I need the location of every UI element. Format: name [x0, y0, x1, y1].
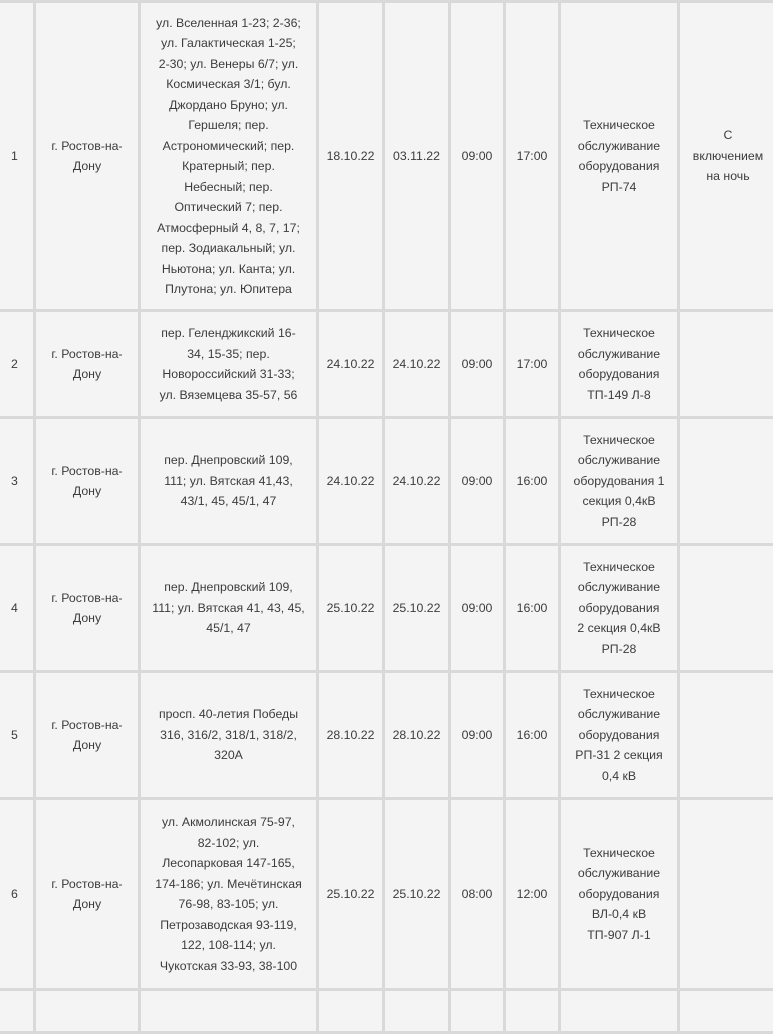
time-end-cell: 16:00	[506, 673, 558, 797]
reason-cell	[561, 312, 677, 416]
note-cell	[680, 673, 773, 797]
note-cell	[680, 991, 773, 1031]
time-end-cell: 16:00	[506, 419, 558, 543]
date-start-cell: 25.10.22	[319, 546, 382, 670]
time-start-cell: 08:00	[451, 800, 503, 988]
address-line: 122, 108-114; ул.	[181, 938, 276, 952]
address-cell	[141, 546, 316, 670]
table-row	[0, 546, 773, 670]
reason-line: обслуживание	[577, 346, 661, 361]
time-start-cell	[451, 991, 503, 1031]
row-number-cell: 5	[0, 673, 33, 797]
reason-line: оборудования 1	[573, 473, 665, 488]
city-line: Дону	[72, 159, 102, 173]
address-cell	[141, 419, 316, 543]
row-number-cell: 6	[0, 800, 33, 988]
address-line: 111; ул. Вятская 41,43,	[164, 473, 293, 488]
city-line: г. Ростов-на-	[51, 346, 123, 361]
address-line: 76-98, 83-105; ул.	[178, 897, 279, 911]
reason-line: обслуживание	[577, 580, 661, 595]
address-cell	[141, 673, 316, 797]
time-start-cell: 09:00	[451, 419, 503, 543]
time-end-cell: 12:00	[506, 800, 558, 988]
address-line: Джордано Бруно; ул.	[169, 97, 288, 112]
reason-line: обслуживание	[577, 866, 661, 881]
address-line: пер. Зодиакальный; ул.	[161, 241, 296, 255]
date-end-cell: 03.11.22	[385, 3, 448, 309]
note-cell	[680, 3, 773, 309]
date-end-cell: 28.10.22	[385, 673, 448, 797]
time-start-cell: 09:00	[451, 312, 503, 416]
reason-line: ВЛ-0,4 кВ	[591, 907, 647, 922]
address-line: просп. 40-летия Победы	[158, 707, 299, 722]
address-line: ул. Вселенная 1-23; 2-36;	[156, 15, 301, 30]
time-end-cell	[506, 991, 558, 1031]
time-end-cell: 16:00	[506, 546, 558, 670]
date-end-cell: 25.10.22	[385, 546, 448, 670]
address-line: Петрозаводская 93-119,	[160, 917, 297, 932]
reason-cell	[561, 991, 677, 1031]
reason-line: РП-74	[601, 179, 637, 194]
table-row	[0, 312, 773, 416]
address-cell	[141, 800, 316, 988]
reason-line: оборудования	[578, 600, 660, 615]
reason-line: ТП-149 Л-8	[587, 387, 651, 402]
note-cell	[680, 800, 773, 988]
reason-line: Техническое	[583, 559, 655, 574]
reason-cell	[561, 673, 677, 797]
address-line: Чукотская 33-93, 38-100	[159, 958, 298, 973]
address-line: 45/1, 47	[206, 621, 251, 636]
table-row	[0, 991, 773, 1031]
date-start-cell	[319, 991, 382, 1031]
city-cell	[36, 991, 138, 1031]
reason-line: оборудования	[578, 159, 660, 173]
address-line: Оптический 7; пер.	[174, 200, 283, 214]
city-cell	[36, 800, 138, 988]
reason-line: РП-31 2 секция	[575, 748, 663, 763]
address-line: ул. Акмолинская 75-97,	[162, 815, 295, 829]
time-start-cell: 09:00	[451, 546, 503, 670]
reason-line: оборудования	[578, 367, 660, 381]
city-line: Дону	[72, 738, 102, 752]
reason-line: Техническое	[583, 432, 655, 447]
reason-line: секция 0,4кВ	[582, 494, 656, 509]
reason-line: РП-28	[601, 641, 637, 656]
row-number-cell: 1	[0, 3, 33, 309]
table-row	[0, 673, 773, 797]
city-line: Дону	[72, 484, 102, 498]
address-line: Кратерный; пер.	[182, 159, 275, 173]
city-cell	[36, 3, 138, 309]
reason-line: 0,4 кВ	[601, 768, 637, 783]
reason-cell	[561, 3, 677, 309]
date-start-cell: 25.10.22	[319, 800, 382, 988]
address-cell	[141, 312, 316, 416]
address-line: Лесопарковая 147-165,	[162, 856, 295, 870]
address-line: Атмосферный 4, 8, 7, 17;	[157, 220, 300, 235]
address-line: 174-186; ул. Мечётинская	[155, 876, 302, 891]
address-line: Небесный; пер.	[184, 179, 273, 194]
table-row	[0, 800, 773, 988]
address-line: 82-102; ул.	[197, 835, 260, 850]
date-start-cell: 24.10.22	[319, 419, 382, 543]
time-start-cell: 09:00	[451, 3, 503, 309]
address-line: Плутона; ул. Юпитера	[165, 282, 292, 296]
date-end-cell: 25.10.22	[385, 800, 448, 988]
reason-line: Техническое	[583, 845, 655, 860]
table-row	[0, 419, 773, 543]
row-number-cell: 2	[0, 312, 33, 416]
reason-line: обслуживание	[577, 707, 661, 722]
city-line: г. Ростов-на-	[51, 876, 123, 891]
reason-line: Техническое	[583, 118, 655, 132]
address-line: 43/1, 45, 45/1, 47	[180, 494, 277, 509]
city-line: Дону	[72, 897, 102, 911]
city-line: г. Ростов-на-	[51, 138, 123, 153]
reason-line: Техническое	[583, 686, 655, 701]
address-line: пер. Геленджикский 16-	[161, 326, 296, 340]
city-cell	[36, 419, 138, 543]
reason-line: оборудования	[578, 886, 660, 901]
reason-cell	[561, 800, 677, 988]
city-cell	[36, 312, 138, 416]
city-line: Дону	[72, 611, 102, 625]
table-row	[0, 3, 773, 309]
note-cell	[680, 419, 773, 543]
address-line: 34, 15-35; пер.	[187, 346, 270, 361]
reason-line: оборудования	[578, 727, 660, 742]
reason-cell	[561, 546, 677, 670]
reason-line: ТП-907 Л-1	[587, 927, 651, 942]
reason-cell	[561, 419, 677, 543]
reason-line: обслуживание	[577, 138, 661, 153]
row-number-cell	[0, 991, 33, 1031]
note-line: на ночь	[706, 169, 750, 184]
reason-line: обслуживание	[577, 453, 661, 468]
date-end-cell: 24.10.22	[385, 419, 448, 543]
note-cell	[680, 312, 773, 416]
reason-line: 2 секция 0,4кВ	[577, 621, 661, 636]
city-cell	[36, 546, 138, 670]
address-line: пер. Днепровский 109,	[164, 453, 293, 468]
address-line: ул. Галактическая 1-25;	[161, 36, 296, 50]
address-line: Ньютона; ул. Канта; ул.	[161, 261, 296, 276]
time-end-cell: 17:00	[506, 312, 558, 416]
address-line: 2-30; ул. Венеры 6/7; ул.	[158, 56, 299, 71]
date-end-cell: 24.10.22	[385, 312, 448, 416]
address-line: 320А	[214, 748, 243, 763]
row-number-cell: 4	[0, 546, 33, 670]
address-line: Космическая 3/1; бул.	[166, 77, 291, 91]
city-line: Дону	[72, 367, 102, 381]
date-start-cell: 28.10.22	[319, 673, 382, 797]
address-line: Астрономический; пер.	[162, 138, 295, 153]
reason-line: Техническое	[583, 326, 655, 340]
city-line: г. Ростов-на-	[51, 590, 123, 605]
note-line: С	[723, 128, 733, 143]
city-line: г. Ростов-на-	[51, 463, 123, 478]
address-line: ул. Вяземцева 35-57, 56	[159, 387, 298, 402]
address-cell	[141, 991, 316, 1031]
address-line: 111; ул. Вятская 41, 43, 45,	[152, 600, 305, 615]
reason-line: РП-28	[601, 514, 637, 529]
table-body	[0, 3, 773, 1031]
city-cell	[36, 673, 138, 797]
date-end-cell	[385, 991, 448, 1031]
address-line: Новороссийский 31-33;	[162, 367, 295, 381]
city-line: г. Ростов-на-	[51, 717, 123, 732]
row-number-cell: 3	[0, 419, 33, 543]
address-line: Гершеля; пер.	[188, 118, 269, 132]
time-start-cell: 09:00	[451, 673, 503, 797]
time-end-cell: 17:00	[506, 3, 558, 309]
date-start-cell: 18.10.22	[319, 3, 382, 309]
note-line: включением	[692, 148, 764, 163]
date-start-cell: 24.10.22	[319, 312, 382, 416]
address-cell	[141, 3, 316, 309]
note-cell	[680, 546, 773, 670]
address-line: 316, 316/2, 318/1, 318/2,	[160, 727, 297, 742]
address-line: пер. Днепровский 109,	[164, 580, 293, 595]
